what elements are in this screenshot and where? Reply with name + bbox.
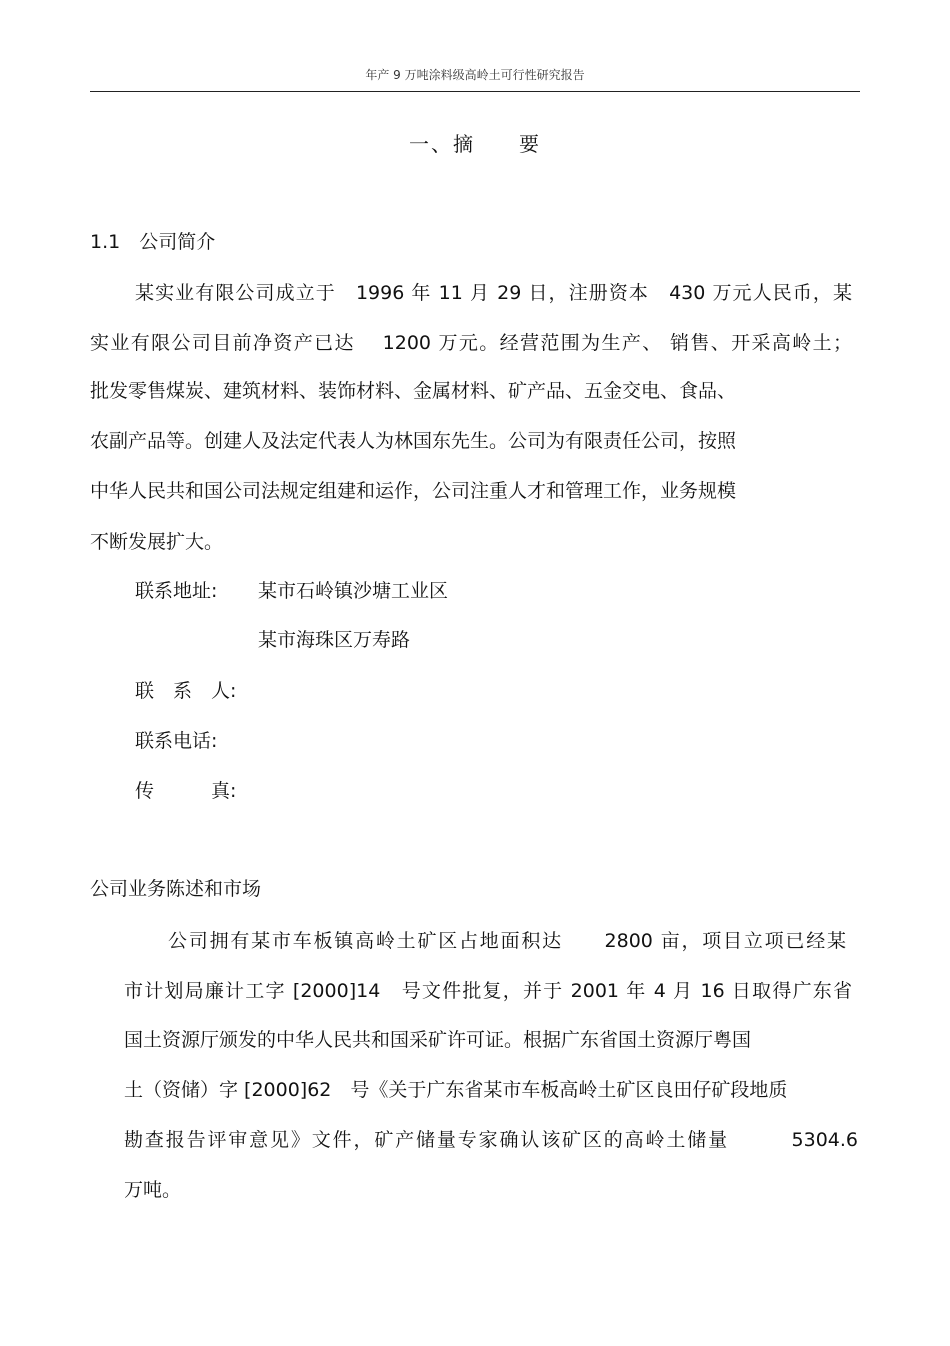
contact-address-2: 某市海珠区万寿路: [258, 629, 411, 651]
paragraph-line: 农副产品等。创建人及法定代表人为林国东先生。公司为有限责任公司，按照: [90, 430, 737, 452]
contact-person-label: 联 系 人:: [135, 680, 237, 702]
paragraph-line: 市计划局廉计工字 [2000]14 号文件批复，并于 2001 年 4 月 16 日取得广东省: [124, 980, 852, 1002]
paragraph-line: 中华人民共和国公司法规定组建和运作，公司注重人才和管理工作，业务规模: [90, 480, 737, 502]
paragraph-line: 某实业有限公司成立于 1996 年 11 月 29 日，注册资本 430 万元人民币，某: [135, 282, 852, 304]
contact-address-label: 联系地址:: [135, 580, 218, 602]
running-header: 年产 9 万吨涂料级高岭土可行性研究报告: [365, 68, 585, 82]
paragraph-line: 国土资源厅颁发的中华人民共和国采矿许可证。根据广东省国土资源厅粤国: [124, 1029, 752, 1051]
subsection-heading-business: 公司业务陈述和市场: [90, 878, 262, 900]
paragraph-line: 实业有限公司目前净资产已达 1200 万元。经营范围为生产、 销售、开采高岭土；: [90, 332, 852, 354]
paragraph-line: 万吨。: [124, 1179, 182, 1201]
paragraph-line: 批发零售煤炭、建筑材料、装饰材料、金属材料、矿产品、五金交电、食品、: [90, 380, 737, 402]
contact-address-1: 某市石岭镇沙塘工业区: [258, 580, 449, 602]
contact-fax-label: 传 真:: [135, 780, 237, 802]
paragraph-line: 勘查报告评审意见》文件，矿产储量专家确认该矿区的高岭土储量 5304.6: [124, 1129, 858, 1151]
paragraph-line: 不断发展扩大。: [90, 531, 224, 553]
header-rule: [90, 91, 860, 92]
contact-phone-label: 联系电话:: [135, 730, 218, 752]
paragraph-line: 土（资储）字 [2000]62 号《关于广东省某市车板高岭土矿区良田仔矿段地质: [124, 1079, 788, 1101]
paragraph-line: 公司拥有某市车板镇高岭土矿区占地面积达 2800 亩，项目立项已经某: [168, 930, 846, 952]
subsection-heading-company-profile: 1.1 公司简介: [90, 231, 216, 253]
section-title: 一、摘 要: [409, 132, 541, 156]
